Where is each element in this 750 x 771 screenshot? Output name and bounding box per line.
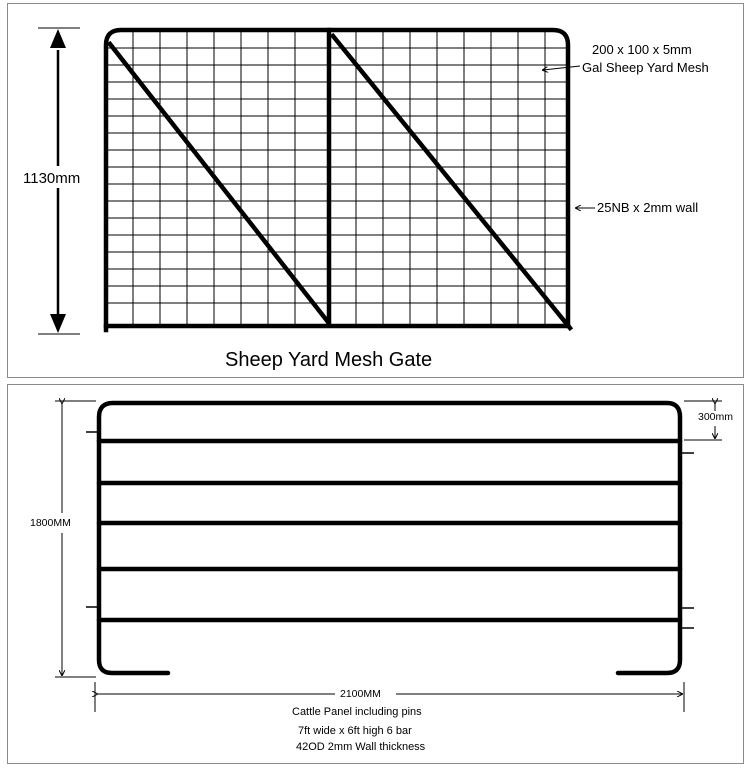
cattle-caption-line3: 42OD 2mm Wall thickness [296,741,426,753]
mesh-leader-arrow [543,66,580,70]
cattle-caption-line1: Cattle Panel including pins [292,706,422,718]
sheep-gate-mesh [106,31,568,324]
sheep-gate-height-label: 1130mm [23,170,81,187]
rail-spacing-label: 300mm [698,411,734,423]
cattle-caption-line2: 7ft wide x 6ft high 6 bar [298,725,412,737]
sheep-gate-brace-right [333,36,570,328]
arrow-up-icon [50,29,66,48]
sheep-gate-title: Sheep Yard Mesh Gate [225,349,433,371]
mesh-spec-label-line1: 200 x 100 x 5mm [592,42,692,57]
mesh-spec-label-line2: Gal Sheep Yard Mesh [582,60,709,75]
arrow-down-icon [50,314,66,333]
pipe-spec-label: 25NB x 2mm wall [597,200,699,215]
cattle-width-label: 2100MM [340,688,381,700]
cattle-height-label: 1800MM [30,517,71,529]
sheep-gate-frame [106,30,570,330]
